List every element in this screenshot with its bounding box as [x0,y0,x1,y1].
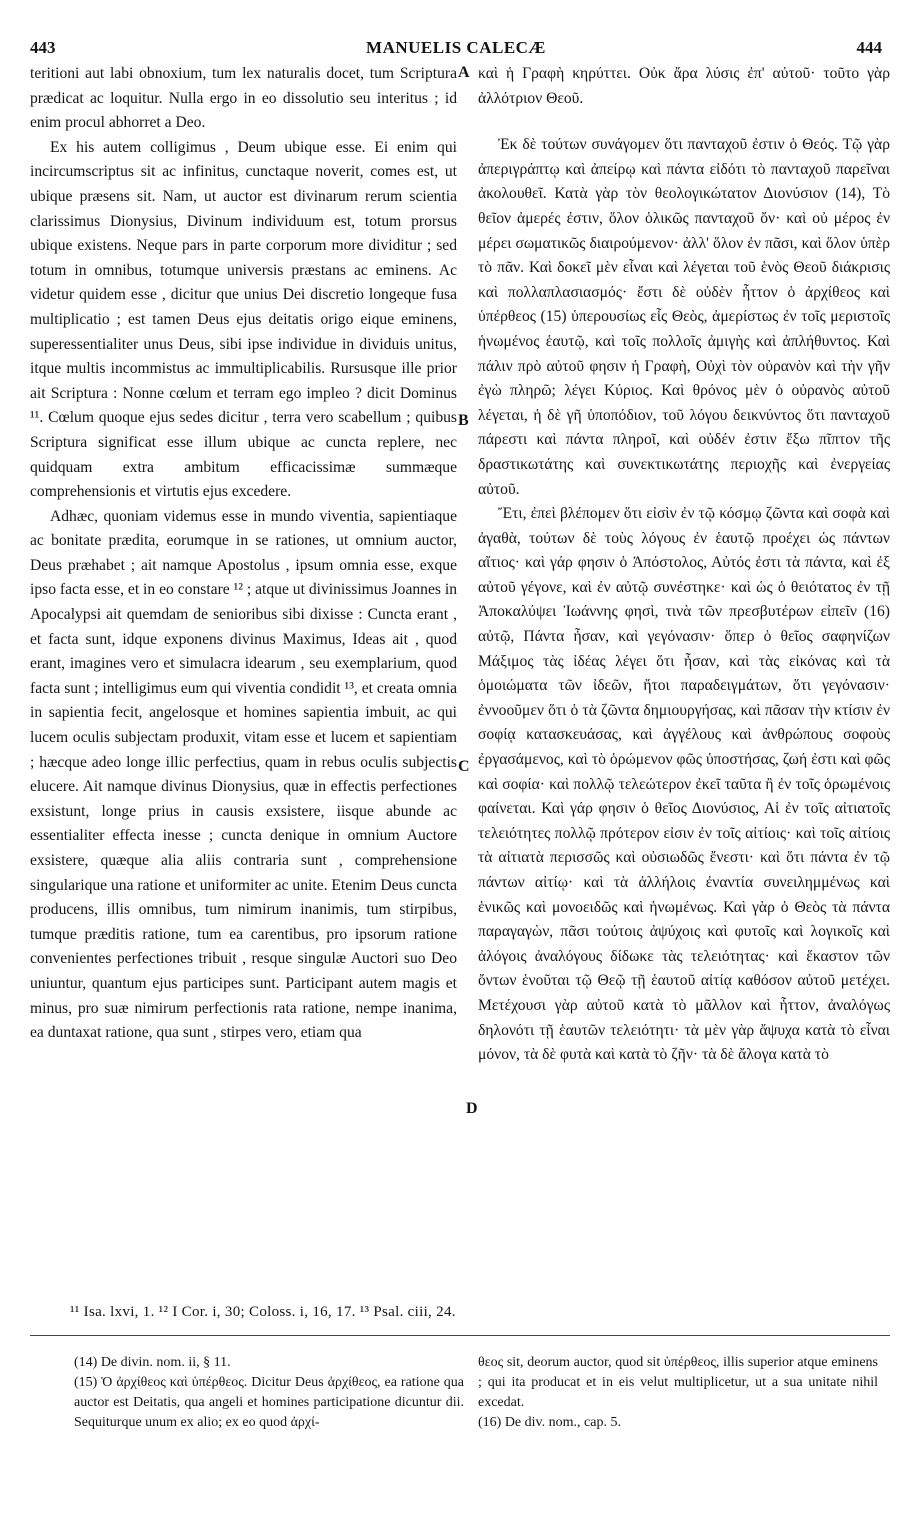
greek-paragraph-2: Ἐκ δὲ τούτων συνάγομεν ὅτι πανταχοῦ ἐστιν ὁ Θεός. Τῷ γὰρ ἀπεριγράπτῳ καὶ ἀπείρῳ καὶ πάντα εἰδότι τὸ πανταχοῦ παρεῖναι ἀκολουθεῖ. Κατὰ γὰρ τὸν θεολογικώτατον Διονύσιον (14), Τὸ θεῖον ἀμερές ἐστιν, ὅλον ὁλικῶς πανταχοῦ ὄν· καὶ οὐ μέρος ἐν μέρει σωματικῶς διαιρούμενον· ἀλλ' ὅλον ἐν πᾶσι, καὶ ὅλον ὑπὲρ τὸ πᾶν. Καὶ δοκεῖ μὲν εἶναι καὶ λέγεται τοῦ ἑνὸς Θεοῦ διάκρισις καὶ πολλαπλασιασμός· ἔστι δὲ οὐδὲν ἧττον ὁ ἀρχίθεος καὶ ὑπέρθεος (15) ὑπερουσίως εἷς Θεὸς, ἀμερίστως ἐν τοῖς μεριστοῖς ἡνωμένος ἑαυτῷ, καὶ τοῖς πολλοῖς ἀμιγὴς καὶ ἀπλήθυντος. Καὶ πάλιν πρὸ αὐτοῦ φησιν ἡ Γραφὴ, Οὐχὶ τὸν οὐρανὸν καὶ τὴν γῆν ἐγὼ πληρῶ; λέγει Κύριος. Καὶ θρόνος μὲν ὁ οὐρανὸς αὐτοῦ λέγεται, ἡ δὲ γῆ ὑποπόδιον, τοῦ λόγου δεικνύντος ὅτι πανταχοῦ πάρεστι καὶ πάντα πληροῖ, καὶ οὐδέν ἐστιν ἔξω πῖπτον τῆς δραστικωτάτης καὶ συνεκτικωτάτης περιοχῆς καὶ ἐνεργείας αὐτοῦ. [478,136,890,498]
page-header [30,38,882,64]
notes-left [74,1353,464,1433]
note-14: (14) De divin. nom. ii, § 11. [74,1355,231,1370]
section-marker-d: D [466,1100,478,1117]
scripture-references: ¹¹ Isa. lxvi, 1. ¹² I Cor. i, 30; Coloss. i, 16, 17. ¹³ Psal. ciii, 24. [70,1304,456,1320]
footnote-divider [30,1335,890,1336]
note-15-continued: θεος sit, deorum auctor, quod sit ὑπέρθεος, illis superior atque eminens ; qui ita producat et in eis velut multiplicetur, ut a sua unitate nihil excedat. [478,1355,878,1410]
note-15: (15) Ὁ ἀρχίθεος καὶ ὑπέρθεος. Dicitur Deus ἀρχίθεος, ea ratione qua auctor est Deitatis, qua angeli et homines participatione dicuntur dii. Sequiturque unum ex alio; ex eo quod ἀρχί- [74,1375,464,1430]
latin-paragraph-2: Ex his autem colligimus , Deum ubique esse. Ei enim qui incircumscriptus sit ac infinitus, cunctaque noverit, comes est, ut ubique præsens sit. Nam, ut auctor est divinarum rerum scientia clarissimus Dionysius, Divinum individuum est, totum prorsus ubique existens. Neque pars in parte corporum more dividitur ; sed totum in omnibus, totumque universis præstans ac eminens. Ac videtur quidem esse , dicitur que unius Dei discretio longeque fusa multiplicatio ; est tamen Deus ejus deitatis origo eique eminens, superessentialiter unus Deus, sibi ipse individue in dividuis unitus, itque multis incommistus ac immultiplicabilis. Rursusque ille prior ait Scriptura : Nonne cœlum et terram ego impleo ? dicit Dominus ¹¹. Cœlum quoque ejus sedes dicitur , terra vero scabellum ; quibus Scriptura significat esse illum ubique ac cuncta replere, nec quidquam extra ambitum efficacissimæ summæque comprehensionis et virtutis ejus excedere. [30,138,457,501]
page-number-right: 444 [856,38,882,57]
note-16: (16) De div. nom., cap. 5. [478,1415,621,1430]
greek-paragraph-3: Ἔτι, ἐπεὶ βλέπομεν ὅτι εἰσὶν ἐν τῷ κόσμῳ ζῶντα καὶ σοφὰ καὶ ἀγαθὰ, τούτων δὲ τοὺς λόγους ἐν ἑαυτῷ προέχει ὡς πάντων αἴτιος· καὶ γάρ φησιν ὁ Ἀπόστολος, Αὐτός ἐστι τὰ πάντα, καὶ ἐξ αὐτοῦ γέγονε, καὶ ἐν αὐτῷ συνέστηκε· καὶ ὡς ὁ θειότατος ἐν τῇ Ἀποκαλύψει Ἰωάννης φησὶ, τινὰ τῶν πρεσβυτέρων εἰπεῖν (16) αὐτῷ, Πάντα ἦσαν, καὶ γεγόνασιν· ὅπερ ὁ θεῖος σαφηνίζων Μάξιμος τὰς ἰδέας λέγει ὅτι ἦσαν, καὶ τὰς εἰκόνας καὶ τὰ ὁμοιώματα τῶν ἰδεῶν, ἤτοι παραδειγμάτων, ὅτι γεγόνασιν· ἐννοοῦμεν ὅτι ὁ τὰ ζῶντα δημιουργήσας, καὶ πᾶσαν τὴν κτίσιν ἐν σοφίᾳ κατασκευάσας, καὶ ἀγγέλους καὶ ἀνθρώπους σοφοὺς ἐργασάμενος, καὶ τὸ ὁρώμενον φῶς ὑποστήσας, ζωή ἐστι καὶ φῶς καὶ σοφία· καὶ πολλῷ τελεώτερον ἐκεῖ ταῦτα ἢ ἐν τοῖς ὁρωμένοις φαίνεται. Καὶ γάρ φησιν ὁ θεῖος Διονύσιος, Αἱ ἐν τοῖς αἰτιατοῖς τελειότητες πολλῷ πρότερον εἰσιν ἐν τοῖς αἰτίοις· καὶ τοῖς αἰτίοις τὰ αἰτιατὰ περισσῶς καὶ οὐσιωδῶς ἔνεστι· καὶ ὅτι πάντα ἐν τῷ πάντων αἰτίῳ· καὶ τὰ ἀλλήλοις ἐναντία συνειλημμένως καὶ ἑνικῶς καὶ μονοειδῶς καὶ ἡνωμένως. Καὶ γὰρ ὁ Θεὸς τὰ πάντα παραγαγὼν, πᾶσι τούτοις ἀψύχοις καὶ φυτοῖς καὶ λογικοῖς καὶ ἀλόγοις ἀναλόγους δίδωκε τὰς τελειότητας· καὶ ἕκαστον τῶν ὄντων ἑνοῦται τῷ Θεῷ τῇ ἑαυτοῦ αἰτίᾳ καθόσον αὐτοῦ μετέχει. Μετέχουσι γὰρ αὐτοῦ κατὰ τὸ μᾶλλον καὶ ἧττον, ἀναλόγως δηλονότι τῇ ἑαυτῶν τελειότητι· τὰ μὲν γὰρ ἄψυχα κατὰ τὸ εἶναι μόνον, τὰ δὲ φυτὰ καὶ κατὰ τὸ ζῆν· τὰ δὲ ἄλογα κατὰ τὸ [478,505,890,1064]
section-marker-b: B [458,412,469,429]
notes-right [478,1353,878,1433]
running-title: MANUELIS CALECÆ [366,38,546,57]
section-marker-a: A [458,64,470,81]
paragraph-gap [478,111,890,133]
greek-column [478,62,890,1068]
latin-column [30,62,457,1046]
latin-paragraph-3: Adhæc, quoniam videmus esse in mundo viventia, sapientiaque ac bonitate prædita, eorumque in se rationes, ut omnium auctor, Deus præhabet ; ait namque Apostolus , ipsum omnia esse, exque ipso facta esse, et in eo constare ¹² ; atque ut divinissimus Joannes in Apocalypsi ait quemdam de senioribus sibi dixisse : Cuncta erant , et facta sunt, idque exponens divinus Maximus, Ideas ait , quod erant, imagines vero et simulacra idearum , seu exemplarium, quod facta sunt ; intelligimus eum qui viventia condidit ¹³, et creata omnia in sapientia fecit, angelosque et homines sapientia imbuit, ac qui lucem oculis subjectam produxit, vitam esse et lucem et sapientiam ; hæcque adeo longe illic perfectius, quam in rebus oculis subjectis elucere. Ait namque divinus Dionysius, quæ in effectis perfectiones exsistunt, longe prius in causis exsistere, iisque abunde ac essentialiter effecta inesse ; cuncta denique in omnium Auctore exsistere, quæque alia aliis contraria sunt , comprehensione singularique una ratione et uniformiter ac unite. Etenim Deus cuncta producens, illis omnibus, tum nimirum inanimis, tum stirpibus, tumque præditis ratione, tum ea carentibus, pro ipsorum ratione convenientes perfectiones tribuit , resque singulæ Auctori suo Deo uniuntur, quantum ejus participes sunt. Participant autem magis et minus, pro suæ nimirum perfectionis rata ratione, nempe inanima, ea duntaxat ratione, qua sunt , stirpes vero, etiam qua [30,507,457,1042]
latin-paragraph-1: teritioni aut labi obnoxium, tum lex naturalis docet, tum Scriptura prædicat ac loquitur. Nulla ergo in eo dissolutio seu interitus ; id enim procul abhorret a Deo. [30,65,457,132]
page-number-left: 443 [30,38,56,57]
greek-paragraph-1: καὶ ἡ Γραφὴ κηρύττει. Οὐκ ἄρα λύσις ἐπ' αὐτοῦ· τοῦτο γὰρ ἀλλότριον Θεοῦ. [478,65,890,107]
section-marker-c: C [458,758,470,775]
